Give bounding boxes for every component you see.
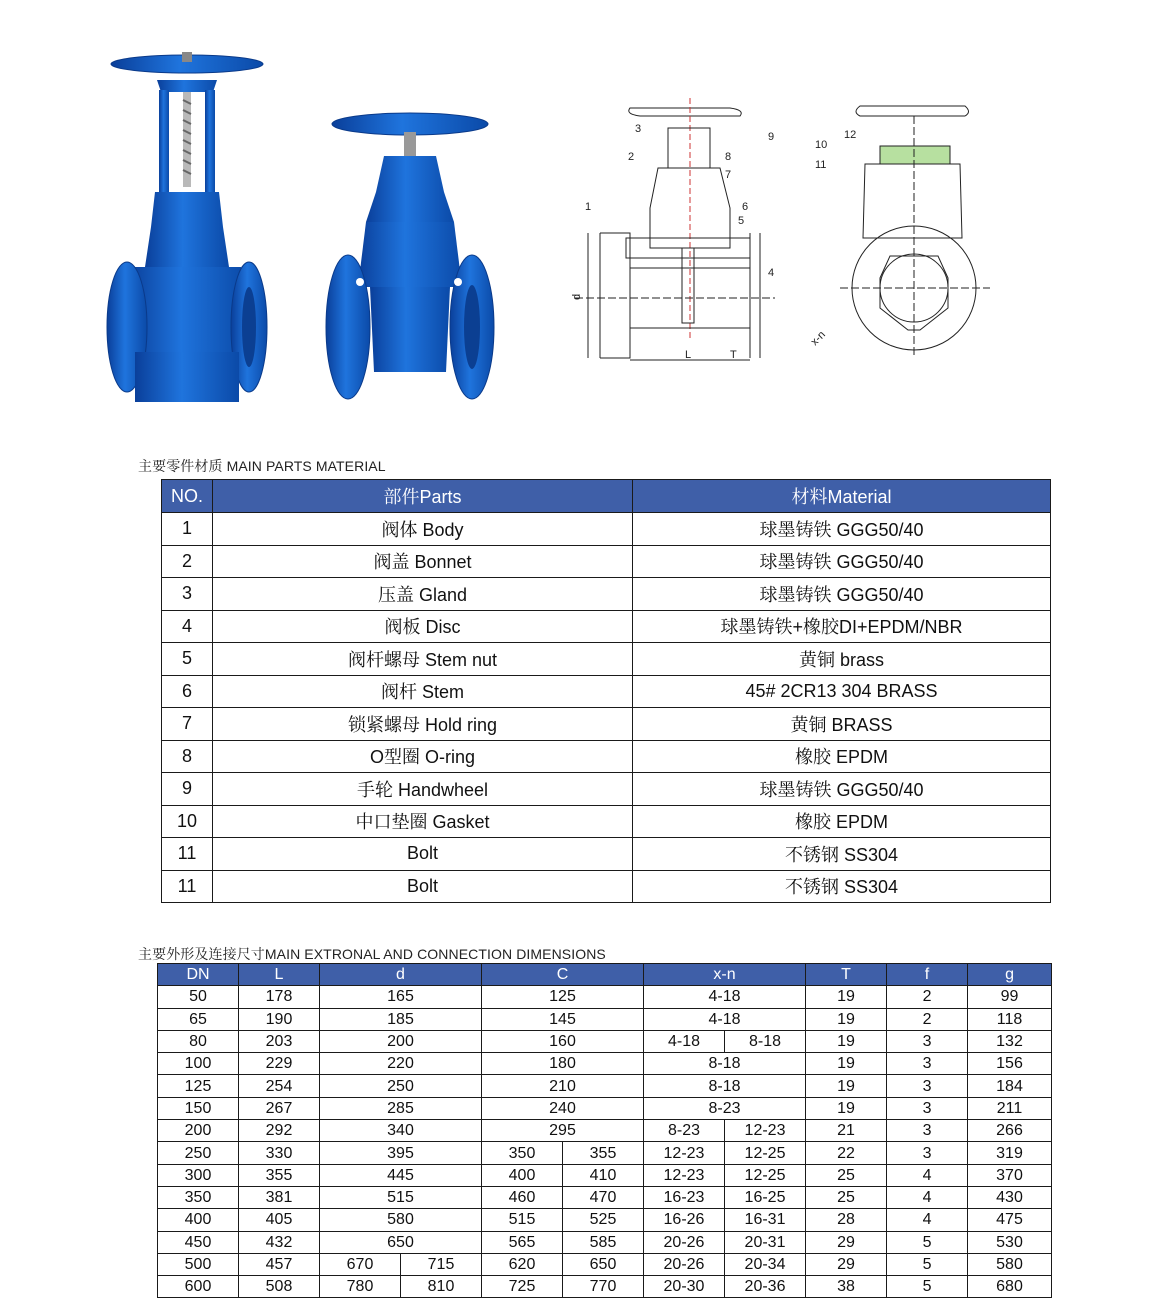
drawing-label-d: d (571, 293, 583, 300)
drawing-label-T: T (730, 349, 737, 361)
cell-d: 810 (401, 1276, 482, 1298)
cell-part: Bolt (213, 870, 633, 903)
cell-t: 25 (806, 1164, 887, 1186)
cell-l: 254 (239, 1075, 320, 1097)
cell-d: 220 (320, 1053, 482, 1075)
cell-f: 2 (887, 986, 968, 1008)
cell-g: 680 (968, 1276, 1052, 1298)
cell-d: 395 (320, 1142, 482, 1164)
cell-no: 10 (162, 805, 213, 838)
cell-material: 不锈钢 SS304 (633, 870, 1051, 903)
cell-f: 4 (887, 1164, 968, 1186)
cell-part: O型圈 O-ring (213, 740, 633, 773)
cell-xn: 12-23 (644, 1164, 725, 1186)
cell-c: 525 (563, 1209, 644, 1231)
cell-xn: 20-30 (644, 1276, 725, 1298)
cell-d: 780 (320, 1276, 401, 1298)
cell-l: 432 (239, 1231, 320, 1253)
cell-xn: 20-26 (644, 1231, 725, 1253)
cell-dn: 450 (158, 1231, 239, 1253)
cell-g: 118 (968, 1008, 1052, 1030)
cell-l: 457 (239, 1253, 320, 1275)
cell-xn: 12-25 (725, 1142, 806, 1164)
drawing-label-4: 4 (768, 267, 775, 279)
header-l: L (239, 964, 320, 986)
cell-xn: 16-26 (644, 1209, 725, 1231)
cell-dn: 400 (158, 1209, 239, 1231)
cell-t: 19 (806, 986, 887, 1008)
cell-c: 585 (563, 1231, 644, 1253)
cell-part: Bolt (213, 838, 633, 871)
cell-dn: 65 (158, 1008, 239, 1030)
cell-part: 手轮 Handwheel (213, 773, 633, 806)
cell-d: 165 (320, 986, 482, 1008)
parts-table-row (162, 773, 1051, 806)
cell-no: 7 (162, 708, 213, 741)
cell-xn: 12-23 (644, 1142, 725, 1164)
cell-l: 405 (239, 1209, 320, 1231)
cell-c: 515 (482, 1209, 563, 1231)
cell-g: 319 (968, 1142, 1052, 1164)
cell-d: 285 (320, 1097, 482, 1119)
cell-material: 球墨铸铁 GGG50/40 (633, 773, 1051, 806)
cell-g: 156 (968, 1053, 1052, 1075)
cell-g: 530 (968, 1231, 1052, 1253)
cell-part: 压盖 Gland (213, 578, 633, 611)
cell-d: 445 (320, 1164, 482, 1186)
header-x-n: x-n (644, 964, 806, 986)
parts-table-header (162, 480, 1051, 513)
dimensions-table-row (158, 1030, 1052, 1052)
cell-l: 178 (239, 986, 320, 1008)
drawing-label-2: 2 (628, 151, 635, 163)
cell-t: 19 (806, 1053, 887, 1075)
valve-section-drawing (570, 98, 990, 368)
cell-xn: 20-36 (725, 1276, 806, 1298)
cell-c: 180 (482, 1053, 644, 1075)
cell-f: 2 (887, 1008, 968, 1030)
cell-l: 330 (239, 1142, 320, 1164)
cell-c: 470 (563, 1186, 644, 1208)
dimensions-table-row (158, 1008, 1052, 1030)
drawing-label-6: 6 (742, 201, 749, 213)
cell-d: 580 (320, 1209, 482, 1231)
cell-xn: 20-34 (725, 1253, 806, 1275)
cell-xn: 16-31 (725, 1209, 806, 1231)
cell-material: 球墨铸铁 GGG50/40 (633, 513, 1051, 546)
cell-f: 5 (887, 1276, 968, 1298)
cell-g: 184 (968, 1075, 1052, 1097)
cell-part: 阀杆 Stem (213, 675, 633, 708)
header-g: g (968, 964, 1052, 986)
parts-section-title: 主要零件材质 MAIN PARTS MATERIAL (138, 458, 386, 474)
cell-l: 381 (239, 1186, 320, 1208)
cell-t: 29 (806, 1253, 887, 1275)
cell-d: 650 (320, 1231, 482, 1253)
dimensions-section-title: 主要外形及连接尺寸MAIN EXTRONAL AND CONNECTION DIMENSIONS (138, 946, 606, 962)
cell-c: 620 (482, 1253, 563, 1275)
cell-material: 黄铜 BRASS (633, 708, 1051, 741)
cell-part: 阀体 Body (213, 513, 633, 546)
cell-c: 125 (482, 986, 644, 1008)
dimensions-table-row (158, 1231, 1052, 1253)
cell-c: 460 (482, 1186, 563, 1208)
cell-t: 19 (806, 1030, 887, 1052)
cell-c: 725 (482, 1276, 563, 1298)
cell-dn: 300 (158, 1164, 239, 1186)
cell-c: 565 (482, 1231, 563, 1253)
dimensions-table-row (158, 1253, 1052, 1275)
dimensions-table (157, 963, 1052, 1298)
cell-l: 508 (239, 1276, 320, 1298)
cell-c: 210 (482, 1075, 644, 1097)
cell-dn: 50 (158, 986, 239, 1008)
cell-t: 19 (806, 1097, 887, 1119)
cell-g: 132 (968, 1030, 1052, 1052)
cell-t: 25 (806, 1186, 887, 1208)
cell-d: 250 (320, 1075, 482, 1097)
cell-g: 430 (968, 1186, 1052, 1208)
cell-no: 2 (162, 545, 213, 578)
cell-t: 21 (806, 1120, 887, 1142)
cell-dn: 350 (158, 1186, 239, 1208)
cell-l: 229 (239, 1053, 320, 1075)
cell-no: 5 (162, 643, 213, 676)
cell-d: 200 (320, 1030, 482, 1052)
cell-f: 3 (887, 1075, 968, 1097)
cell-xn: 8-18 (644, 1075, 806, 1097)
cell-no: 11 (162, 838, 213, 871)
cell-dn: 150 (158, 1097, 239, 1119)
drawing-label-8: 8 (725, 151, 732, 163)
cell-part: 阀杆螺母 Stem nut (213, 643, 633, 676)
cell-xn: 20-26 (644, 1253, 725, 1275)
cell-f: 3 (887, 1053, 968, 1075)
cell-c: 355 (563, 1142, 644, 1164)
cell-t: 19 (806, 1075, 887, 1097)
cell-t: 38 (806, 1276, 887, 1298)
dimensions-table-row (158, 1164, 1052, 1186)
dimensions-table-row (158, 1053, 1052, 1075)
header-f: f (887, 964, 968, 986)
cell-dn: 250 (158, 1142, 239, 1164)
cell-xn: 16-25 (725, 1186, 806, 1208)
cell-f: 3 (887, 1097, 968, 1119)
cell-f: 5 (887, 1253, 968, 1275)
cell-g: 580 (968, 1253, 1052, 1275)
cell-f: 4 (887, 1209, 968, 1231)
drawing-label-7: 7 (725, 169, 732, 181)
cell-c: 770 (563, 1276, 644, 1298)
cell-material: 橡胶 EPDM (633, 740, 1051, 773)
cell-t: 28 (806, 1209, 887, 1231)
cell-g: 266 (968, 1120, 1052, 1142)
cell-dn: 125 (158, 1075, 239, 1097)
parts-table-row (162, 805, 1051, 838)
cell-xn: 8-18 (725, 1030, 806, 1052)
parts-table-row (162, 610, 1051, 643)
header-no: NO. (162, 480, 213, 513)
cell-l: 292 (239, 1120, 320, 1142)
cell-no: 6 (162, 675, 213, 708)
cell-t: 29 (806, 1231, 887, 1253)
cell-xn: 8-23 (644, 1120, 725, 1142)
cell-xn: 4-18 (644, 1030, 725, 1052)
dimensions-table-row (158, 1209, 1052, 1231)
drawing-label-1: 1 (585, 201, 592, 213)
cell-no: 9 (162, 773, 213, 806)
cell-f: 3 (887, 1030, 968, 1052)
dimensions-table-row (158, 1075, 1052, 1097)
cell-no: 11 (162, 870, 213, 903)
cell-c: 350 (482, 1142, 563, 1164)
drawing-label-12: 12 (844, 129, 857, 141)
parts-table-row (162, 675, 1051, 708)
cell-d: 715 (401, 1253, 482, 1275)
header-t: T (806, 964, 887, 986)
cell-l: 203 (239, 1030, 320, 1052)
cell-xn: 12-23 (725, 1120, 806, 1142)
header-d: d (320, 964, 482, 986)
cell-c: 410 (563, 1164, 644, 1186)
cell-no: 4 (162, 610, 213, 643)
cell-l: 355 (239, 1164, 320, 1186)
cell-c: 160 (482, 1030, 644, 1052)
header-c: C (482, 964, 644, 986)
cell-dn: 100 (158, 1053, 239, 1075)
cell-part: 阀盖 Bonnet (213, 545, 633, 578)
cell-part: 中口垫圈 Gasket (213, 805, 633, 838)
header-material: 材料Material (633, 480, 1051, 513)
dimensions-table-row (158, 1276, 1052, 1298)
parts-table-row (162, 578, 1051, 611)
cell-g: 99 (968, 986, 1052, 1008)
drawing-label-x-n: x-n (808, 328, 828, 349)
drawing-label-3: 3 (635, 123, 642, 135)
cell-c: 145 (482, 1008, 644, 1030)
cell-g: 211 (968, 1097, 1052, 1119)
cell-f: 5 (887, 1231, 968, 1253)
cell-dn: 200 (158, 1120, 239, 1142)
header-dn: DN (158, 964, 239, 986)
cell-xn: 4-18 (644, 1008, 806, 1030)
cell-l: 190 (239, 1008, 320, 1030)
valve-photo-non-rising-stem (322, 112, 498, 404)
cell-t: 19 (806, 1008, 887, 1030)
cell-c: 400 (482, 1164, 563, 1186)
parts-table-row (162, 870, 1051, 903)
cell-material: 不锈钢 SS304 (633, 838, 1051, 871)
cell-d: 185 (320, 1008, 482, 1030)
parts-table-row (162, 740, 1051, 773)
dimensions-table-row (158, 1120, 1052, 1142)
dimensions-table-row (158, 1142, 1052, 1164)
parts-material-table (161, 479, 1051, 903)
cell-no: 3 (162, 578, 213, 611)
parts-table-row (162, 708, 1051, 741)
cell-material: 球墨铸铁 GGG50/40 (633, 578, 1051, 611)
dimensions-table-row (158, 986, 1052, 1008)
cell-material: 球墨铸铁 GGG50/40 (633, 545, 1051, 578)
drawing-label-5: 5 (738, 215, 745, 227)
header-parts: 部件Parts (213, 480, 633, 513)
parts-table-row (162, 545, 1051, 578)
parts-table-row (162, 643, 1051, 676)
cell-t: 22 (806, 1142, 887, 1164)
drawing-label-L: L (685, 349, 692, 361)
cell-d: 340 (320, 1120, 482, 1142)
cell-g: 370 (968, 1164, 1052, 1186)
cell-xn: 20-31 (725, 1231, 806, 1253)
cell-material: 黄铜 brass (633, 643, 1051, 676)
drawing-label-9: 9 (768, 131, 775, 143)
cell-no: 1 (162, 513, 213, 546)
cell-d: 670 (320, 1253, 401, 1275)
drawing-label-10: 10 (815, 139, 828, 151)
cell-d: 515 (320, 1186, 482, 1208)
cell-c: 240 (482, 1097, 644, 1119)
cell-dn: 500 (158, 1253, 239, 1275)
cell-dn: 600 (158, 1276, 239, 1298)
valve-photo-rising-stem (105, 52, 270, 404)
cell-dn: 80 (158, 1030, 239, 1052)
cell-c: 650 (563, 1253, 644, 1275)
cell-material: 橡胶 EPDM (633, 805, 1051, 838)
cell-xn: 16-23 (644, 1186, 725, 1208)
cell-part: 阀板 Disc (213, 610, 633, 643)
cell-xn: 8-18 (644, 1053, 806, 1075)
cell-f: 3 (887, 1120, 968, 1142)
cell-no: 8 (162, 740, 213, 773)
cell-material: 球墨铸铁+橡胶DI+EPDM/NBR (633, 610, 1051, 643)
cell-f: 3 (887, 1142, 968, 1164)
cell-part: 锁紧螺母 Hold ring (213, 708, 633, 741)
cell-f: 4 (887, 1186, 968, 1208)
dimensions-table-row (158, 1186, 1052, 1208)
dimensions-table-row (158, 1097, 1052, 1119)
cell-material: 45# 2CR13 304 BRASS (633, 675, 1051, 708)
cell-xn: 12-25 (725, 1164, 806, 1186)
cell-xn: 4-18 (644, 986, 806, 1008)
cell-g: 475 (968, 1209, 1052, 1231)
cell-c: 295 (482, 1120, 644, 1142)
cell-l: 267 (239, 1097, 320, 1119)
parts-table-row (162, 838, 1051, 871)
drawing-label-11: 11 (815, 159, 827, 171)
cell-xn: 8-23 (644, 1097, 806, 1119)
parts-table-row (162, 513, 1051, 546)
dimensions-table-header (158, 964, 1052, 986)
